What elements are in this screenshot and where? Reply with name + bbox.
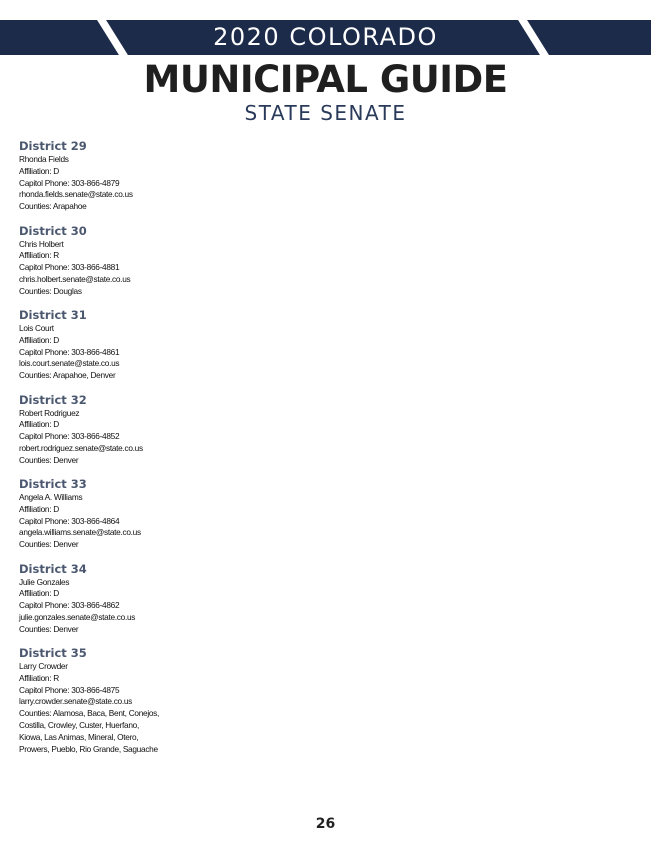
senator-email: chris.holbert.senate@state.co.us — [19, 273, 131, 284]
senator-email: lois.court.senate@state.co.us — [19, 358, 120, 369]
senator-email: julie.gonzales.senate@state.co.us — [19, 611, 136, 622]
district-entry — [19, 140, 319, 225]
senator-email: angela.williams.senate@state.co.us — [19, 527, 141, 538]
senator-counties: Counties: Douglas — [19, 285, 82, 296]
senator-affiliation: Affiliation: D — [19, 334, 59, 345]
district-entry — [19, 394, 319, 479]
senator-counties: Counties: Alamosa, Baca, Bent, Conejos, Costilla, Crowley, Custer, Huerfano, Kiowa, Las Animas, Mineral, Otero, Prowers, Pueblo, Rio Grande, Saguache — [19, 708, 160, 754]
senator-counties: Counties: Denver — [19, 539, 79, 550]
senator-name: Angela A. Williams — [19, 492, 83, 502]
senator-phone: Capitol Phone: 303-866-4864 — [19, 515, 120, 526]
page-number: 26 — [315, 816, 336, 832]
senator-phone: Capitol Phone: 303-866-4852 — [19, 431, 120, 442]
district-heading: District 34 — [19, 561, 87, 576]
senator-counties: Counties: Arapahoe — [19, 201, 87, 212]
senator-email: robert.rodriguez.senate@state.co.us — [19, 442, 143, 453]
page-title: MUNICIPAL GUIDE — [143, 58, 508, 101]
senator-name: Chris Holbert — [19, 238, 64, 249]
district-heading: District 35 — [19, 646, 87, 660]
district-entry — [19, 563, 319, 648]
banner-title: 2020 COLORADO — [213, 23, 438, 51]
senator-name: Larry Crowder — [19, 661, 68, 671]
senator-counties: Counties: Arapahoe, Denver — [19, 370, 116, 381]
senator-affiliation: Affiliation: R — [19, 250, 59, 261]
senator-phone: Capitol Phone: 303-866-4861 — [19, 346, 120, 357]
senator-counties: Counties: Denver — [19, 623, 79, 634]
senator-affiliation: Affiliation: D — [19, 165, 59, 176]
district-heading: District 31 — [19, 308, 87, 322]
senator-name: Julie Gonzales — [19, 576, 70, 587]
district-heading: District 32 — [19, 392, 87, 407]
senator-email: rhonda.fields.senate@state.co.us — [19, 189, 133, 200]
district-entry — [19, 478, 319, 563]
senator-phone: Capitol Phone: 303-866-4875 — [19, 684, 120, 695]
senator-name: Lois Court — [19, 323, 54, 333]
senator-phone: Capitol Phone: 303-866-4881 — [19, 262, 120, 273]
senator-email: larry.crowder.senate@state.co.us — [19, 696, 133, 707]
senator-name: Rhonda Fields — [19, 154, 69, 164]
header-banner — [0, 20, 651, 55]
district-heading: District 29 — [19, 139, 87, 153]
senator-name: Robert Rodriguez — [19, 407, 80, 418]
page-subtitle: STATE SENATE — [244, 101, 407, 125]
senator-affiliation: Affiliation: R — [19, 672, 59, 683]
district-entry — [19, 225, 319, 310]
district-heading: District 33 — [19, 477, 87, 491]
senator-affiliation: Affiliation: D — [19, 503, 59, 514]
district-entry — [19, 309, 319, 394]
senator-counties: Counties: Denver — [19, 454, 79, 465]
district-list — [19, 139, 319, 754]
senator-affiliation: Affiliation: D — [19, 588, 59, 599]
district-heading: District 30 — [19, 223, 87, 238]
senator-affiliation: Affiliation: D — [19, 419, 59, 430]
district-entry — [19, 646, 319, 754]
senator-phone: Capitol Phone: 303-866-4862 — [19, 600, 120, 611]
senator-phone: Capitol Phone: 303-866-4879 — [19, 177, 120, 188]
